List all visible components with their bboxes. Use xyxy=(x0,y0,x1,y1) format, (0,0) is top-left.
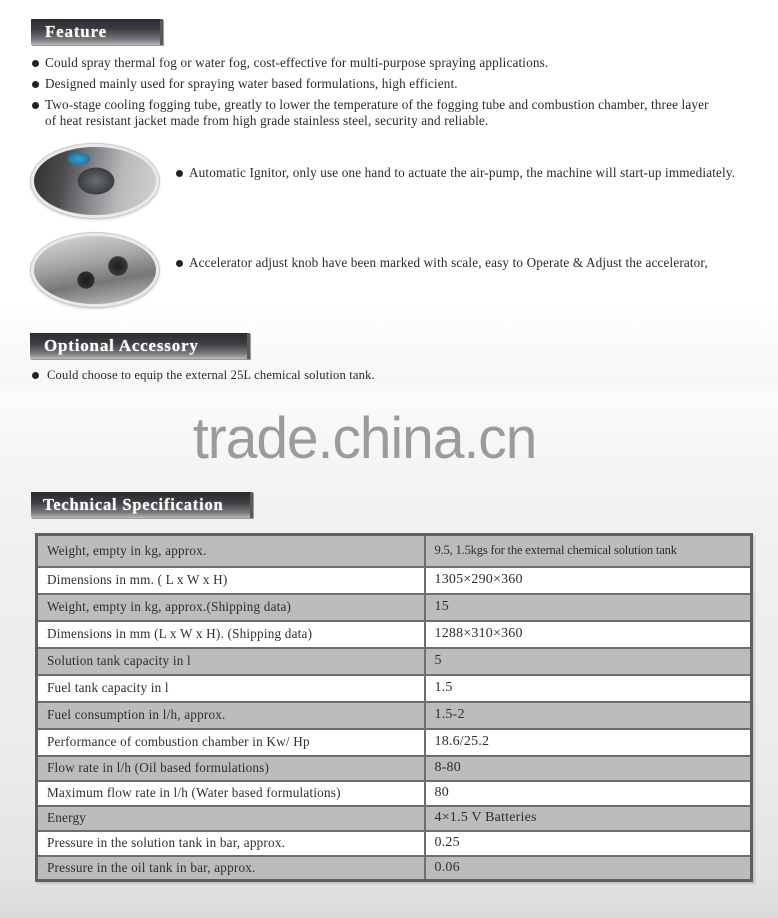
spec-value: 5 xyxy=(425,648,752,675)
spec-label: Fuel tank capacity in l xyxy=(37,675,425,702)
spec-value: 1288×310×360 xyxy=(425,621,752,648)
feature-bullet: Could spray thermal fog or water fog, cost-effective for multi-purpose spraying applications. xyxy=(31,55,731,71)
watermark-text: trade.china.cn xyxy=(193,406,537,471)
optional-accessory-header xyxy=(30,333,250,359)
spec-label: Dimensions in mm (L x W x H). (Shipping data) xyxy=(37,621,425,648)
spec-label: Performance of combustion chamber in Kw/ Hp xyxy=(37,729,425,756)
table-row xyxy=(37,781,752,806)
feature-header xyxy=(31,19,163,45)
feature-bullet-list xyxy=(31,55,731,129)
table-row xyxy=(37,756,752,781)
spec-value: 1.5 xyxy=(425,675,752,702)
technical-specification-header xyxy=(31,492,253,518)
spec-label: Pressure in the solution tank in bar, approx. xyxy=(37,831,425,856)
accelerator-knob-photo xyxy=(31,233,159,307)
optional-accessory-header-label: Optional Accessory xyxy=(44,336,199,355)
spec-table xyxy=(35,533,753,882)
spec-label: Weight, empty in kg, approx.(Shipping data) xyxy=(37,594,425,621)
technical-specification-header-label: Technical Specification xyxy=(43,495,224,514)
ignitor-bullet: Automatic Ignitor, only use one hand to actuate the air-pump, the machine will start-up immediately. xyxy=(175,165,740,181)
feature-bullet: Two-stage cooling fogging tube, greatly to lower the temperature of the fogging tube and combustion chamber, three layer of heat resistant jacket made from high grade stainless steel, security and reliable. xyxy=(31,97,721,129)
feature-bullet: Designed mainly used for spraying water based formulations, high efficient. xyxy=(31,76,731,92)
spec-label: Energy xyxy=(37,806,425,831)
spec-value: 18.6/25.2 xyxy=(425,729,752,756)
table-row xyxy=(37,831,752,856)
spec-value: 8-80 xyxy=(425,756,752,781)
table-row xyxy=(37,675,752,702)
spec-label: Dimensions in mm. ( L x W x H) xyxy=(37,567,425,594)
table-row xyxy=(37,535,752,567)
table-row xyxy=(37,621,752,648)
spec-value: 0.06 xyxy=(425,856,752,881)
bullet-icon xyxy=(32,81,39,88)
spec-label: Fuel consumption in l/h, approx. xyxy=(37,702,425,729)
spec-label: Solution tank capacity in l xyxy=(37,648,425,675)
bullet-icon xyxy=(32,372,39,379)
table-row xyxy=(37,567,752,594)
table-row xyxy=(37,729,752,756)
bullet-icon xyxy=(176,170,183,177)
bullet-icon xyxy=(32,60,39,67)
table-row xyxy=(37,806,752,831)
table-row xyxy=(37,856,752,881)
ignitor-photo xyxy=(31,144,159,218)
table-row xyxy=(37,648,752,675)
feature-header-label: Feature xyxy=(45,22,107,41)
accelerator-bullet-list xyxy=(175,255,740,271)
optional-accessory-bullet: Could choose to equip the external 25L chemical solution tank. xyxy=(31,367,731,383)
spec-value: 4×1.5 V Batteries xyxy=(425,806,752,831)
spec-label: Maximum flow rate in l/h (Water based formulations) xyxy=(37,781,425,806)
spec-label: Pressure in the oil tank in bar, approx. xyxy=(37,856,425,881)
spec-value: 80 xyxy=(425,781,752,806)
optional-accessory-bullet-list xyxy=(31,367,731,383)
table-row xyxy=(37,594,752,621)
spec-label: Weight, empty in kg, approx. xyxy=(37,535,425,567)
accelerator-bullet: Accelerator adjust knob have been marked with scale, easy to Operate & Adjust the accelerator, xyxy=(175,255,740,271)
spec-label: Flow rate in l/h (Oil based formulations) xyxy=(37,756,425,781)
table-row xyxy=(37,702,752,729)
spec-value: 0.25 xyxy=(425,831,752,856)
bullet-icon xyxy=(176,260,183,267)
spec-value: 15 xyxy=(425,594,752,621)
spec-value: 1305×290×360 xyxy=(425,567,752,594)
spec-value: 9.5, 1.5kgs for the external chemical solution tank xyxy=(425,535,752,567)
ignitor-bullet-list xyxy=(175,165,740,181)
spec-value: 1.5-2 xyxy=(425,702,752,729)
bullet-icon xyxy=(32,102,39,109)
